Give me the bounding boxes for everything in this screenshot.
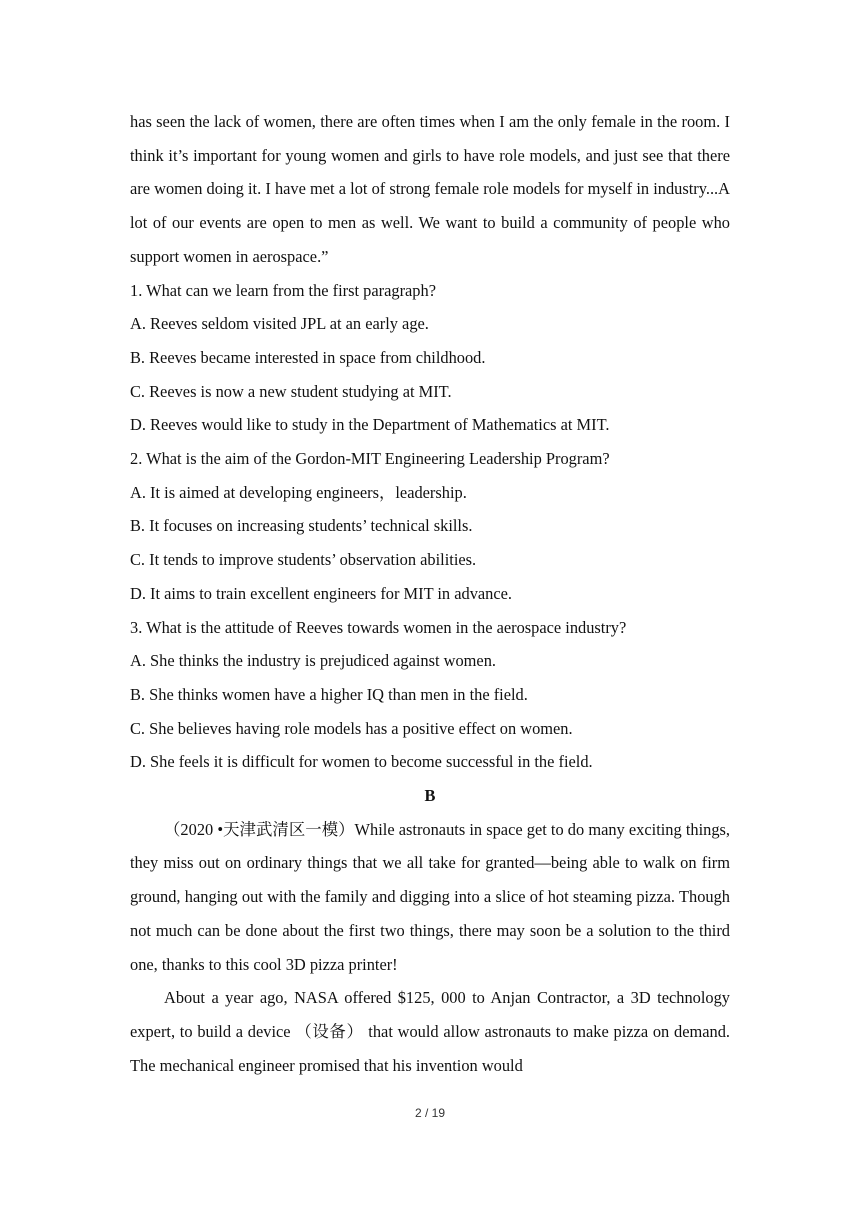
answer-option: C. She believes having role models has a positive effect on women. bbox=[130, 718, 573, 738]
question-1 bbox=[130, 274, 730, 443]
section-heading: B bbox=[424, 786, 436, 806]
question-2 bbox=[130, 442, 730, 611]
answer-option: D. She feels it is difficult for women to become successful in the field. bbox=[130, 752, 593, 772]
question-3 bbox=[130, 611, 730, 780]
question-stem: 1. What can we learn from the first paragraph? bbox=[130, 280, 436, 300]
answer-option: A. It is aimed at developing engineers，leadership. bbox=[130, 482, 467, 502]
answer-option: A. Reeves seldom visited JPL at an early age. bbox=[130, 314, 429, 334]
question-stem: 2. What is the aim of the Gordon-MIT Engineering Leadership Program? bbox=[130, 449, 610, 469]
passage-a-ending-paragraph: has seen the lack of women, there are often times when I am the only female in the room. I think it’s important for young women and girls to have role models, and just see that there are women doing it. I have met a lot of strong female role models for myself in industry...A lot of our events are open to men as well. We want to build a community of people who support women in aerospace.” bbox=[130, 112, 730, 266]
answer-option: B. It focuses on increasing students’ technical skills. bbox=[130, 516, 473, 536]
page-content bbox=[130, 105, 730, 1082]
question-stem: 3. What is the attitude of Reeves towards women in the aerospace industry? bbox=[130, 617, 627, 637]
answer-option: D. Reeves would like to study in the Department of Mathematics at MIT. bbox=[130, 415, 610, 435]
answer-option: C. Reeves is now a new student studying at MIT. bbox=[130, 381, 452, 401]
answer-option: B. Reeves became interested in space from childhood. bbox=[130, 347, 486, 367]
section-b-paragraph-2: About a year ago, NASA offered $125, 000 to Anjan Contractor, a 3D technology expert, to build a device （设备） that would allow astronauts to make pizza on demand. The mechanical engineer promised that his invention would bbox=[130, 988, 730, 1075]
answer-option: D. It aims to train excellent engineers for MIT in advance. bbox=[130, 583, 513, 603]
page-number: 2 / 19 bbox=[414, 1106, 446, 1120]
answer-option: C. It tends to improve students’ observation abilities. bbox=[130, 550, 477, 570]
section-b-paragraph-1: （2020 •天津武清区一模）While astronauts in space get to do many exciting things, they miss out on ordinary things that we all take for granted—being able to walk on firm ground, hanging out with the family and digging into a slice of hot steaming pizza. Though not much can be done about the first two things, there may soon be a solution to the third one, thanks to this cool 3D pizza printer! bbox=[130, 819, 730, 974]
answer-option: B. She thinks women have a higher IQ than men in the field. bbox=[130, 684, 528, 704]
answer-option: A. She thinks the industry is prejudiced against women. bbox=[130, 651, 497, 671]
